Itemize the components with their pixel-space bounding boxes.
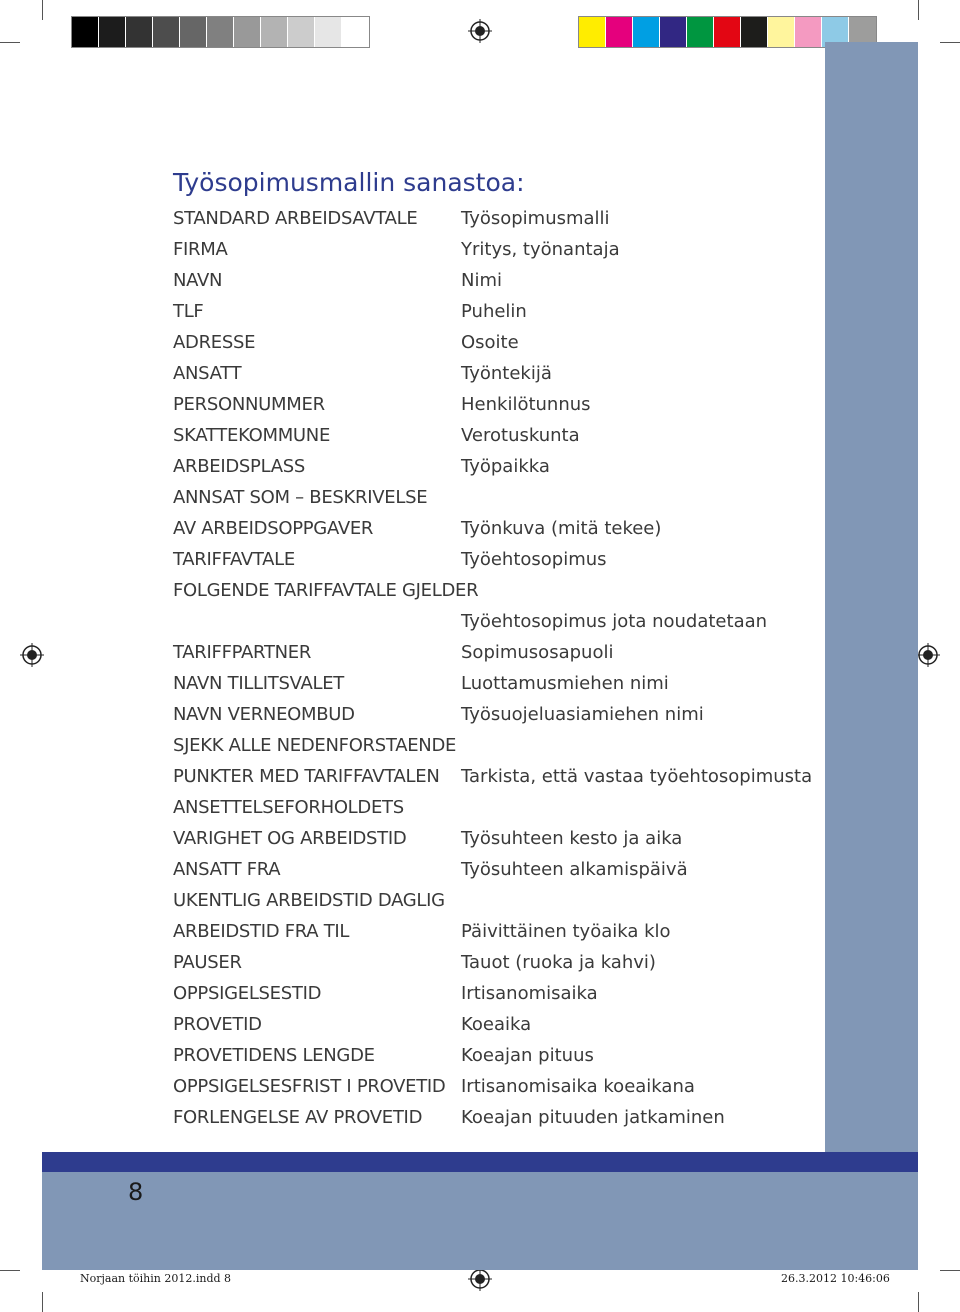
finnish-translation: Nimi (461, 270, 503, 291)
finnish-translation: Irtisanomisaika koeaikana (461, 1076, 695, 1097)
norwegian-term: SJEKK ALLE NEDENFORSTAENDE (173, 735, 457, 756)
norwegian-term: NAVN (173, 270, 223, 291)
finnish-translation: Työsuhteen kesto ja aika (461, 828, 683, 849)
crop-mark (918, 1292, 919, 1312)
vocabulary-row (173, 637, 823, 668)
page-title: Työsopimusmallin sanastoa: (173, 168, 525, 197)
vocabulary-row (173, 668, 823, 699)
color-swatch (768, 17, 795, 47)
finnish-translation: Työnkuva (mitä tekee) (461, 518, 662, 539)
vocabulary-row (173, 1009, 823, 1040)
norwegian-term: VARIGHET OG ARBEIDSTID (173, 828, 407, 849)
color-swatch (714, 17, 741, 47)
vocabulary-row (173, 296, 823, 327)
slug-date: 26.3.2012 10:46:06 (781, 1272, 890, 1285)
color-swatch (606, 17, 633, 47)
vocabulary-row (173, 1102, 823, 1133)
norwegian-term: PROVETIDENS LENGDE (173, 1045, 375, 1066)
vocabulary-row (173, 575, 823, 606)
registration-mark-icon (468, 1267, 492, 1291)
norwegian-term: ANSATT FRA (173, 859, 281, 880)
norwegian-term: NAVN TILLITSVALET (173, 673, 344, 694)
norwegian-term: FORLENGELSE AV PROVETID (173, 1107, 423, 1128)
vocabulary-row (173, 327, 823, 358)
norwegian-term: ANSETTELSEFORHOLDETS (173, 797, 404, 818)
finnish-translation: Puhelin (461, 301, 527, 322)
norwegian-term: PAUSER (173, 952, 242, 973)
vocabulary-row (173, 730, 823, 761)
norwegian-term: UKENTLIG ARBEIDSTID DAGLIG (173, 890, 445, 911)
vocabulary-row (173, 420, 823, 451)
norwegian-term: ANNSAT SOM – BESKRIVELSE (173, 487, 428, 508)
color-swatch (72, 17, 99, 47)
crop-mark (940, 1270, 960, 1271)
norwegian-term: TARIFFAVTALE (173, 549, 295, 570)
color-swatch (126, 17, 153, 47)
registration-mark-icon (468, 19, 492, 43)
vocabulary-row (173, 482, 823, 513)
finnish-translation: Henkilötunnus (461, 394, 591, 415)
norwegian-term: ARBEIDSPLASS (173, 456, 305, 477)
vocabulary-row (173, 389, 823, 420)
color-swatch (153, 17, 180, 47)
vocabulary-row (173, 234, 823, 265)
finnish-translation: Työsopimusmalli (461, 208, 610, 229)
registration-mark-icon (20, 643, 44, 667)
vocabulary-row (173, 978, 823, 1009)
color-swatch (660, 17, 687, 47)
crop-mark (42, 0, 43, 20)
registration-mark-icon (916, 643, 940, 667)
color-swatch (234, 17, 261, 47)
norwegian-term: PUNKTER MED TARIFFAVTALEN (173, 766, 440, 787)
norwegian-term: TARIFFPARTNER (173, 642, 312, 663)
finnish-translation: Koeaika (461, 1014, 532, 1035)
finnish-translation: Työehtosopimus jota noudatetaan (461, 611, 768, 632)
norwegian-term: TLF (173, 301, 204, 322)
norwegian-term: FOLGENDE TARIFFAVTALE GJELDER (173, 580, 479, 601)
finnish-translation: Osoite (461, 332, 519, 353)
finnish-translation: Työpaikka (461, 456, 550, 477)
color-swatch (180, 17, 207, 47)
vocabulary-row (173, 203, 823, 234)
vocabulary-row (173, 823, 823, 854)
vocabulary-row (173, 885, 823, 916)
color-swatch (579, 17, 606, 47)
finnish-translation: Yritys, työnantaja (461, 239, 620, 260)
vocabulary-row (173, 544, 823, 575)
color-swatch (315, 17, 342, 47)
vocabulary-row (173, 606, 823, 637)
finnish-translation: Työsuojeluasiamiehen nimi (461, 704, 704, 725)
norwegian-term: PROVETID (173, 1014, 262, 1035)
page-sidebar-band (825, 42, 918, 1152)
finnish-translation: Tarkista, että vastaa työehtosopimusta (461, 766, 813, 787)
vocabulary-row (173, 761, 823, 792)
crop-mark (0, 42, 20, 43)
footer-band-light (42, 1172, 918, 1270)
finnish-translation: Koeajan pituus (461, 1045, 594, 1066)
slug-file-name: Norjaan töihin 2012.indd 8 (80, 1272, 232, 1285)
crop-mark (940, 42, 960, 43)
norwegian-term: ARBEIDSTID FRA TIL (173, 921, 350, 942)
finnish-translation: Verotuskunta (461, 425, 580, 446)
norwegian-term: OPPSIGELSESFRIST I PROVETID (173, 1076, 446, 1097)
vocabulary-row (173, 1040, 823, 1071)
page-number: 8 (128, 1178, 144, 1206)
finnish-translation: Sopimusosapuoli (461, 642, 614, 663)
grayscale-swatch-bar (71, 16, 370, 48)
color-swatch (741, 17, 768, 47)
crop-mark (42, 1292, 43, 1312)
vocabulary-row (173, 265, 823, 296)
finnish-translation: Työehtosopimus (461, 549, 607, 570)
finnish-translation: Luottamusmiehen nimi (461, 673, 669, 694)
color-swatch (207, 17, 234, 47)
norwegian-term: ADRESSE (173, 332, 256, 353)
vocabulary-row (173, 947, 823, 978)
color-swatch (687, 17, 714, 47)
finnish-translation: Työntekijä (461, 363, 552, 384)
norwegian-term: FIRMA (173, 239, 228, 260)
norwegian-term: SKATTEKOMMUNE (173, 425, 331, 446)
norwegian-term: NAVN VERNEOMBUD (173, 704, 355, 725)
norwegian-term: OPPSIGELSESTID (173, 983, 322, 1004)
vocabulary-list (173, 203, 823, 1133)
color-swatch (261, 17, 288, 47)
vocabulary-row (173, 513, 823, 544)
color-swatch (633, 17, 660, 47)
color-swatch (288, 17, 315, 47)
vocabulary-row (173, 699, 823, 730)
color-swatch (342, 17, 369, 47)
vocabulary-row (173, 916, 823, 947)
norwegian-term: STANDARD ARBEIDSAVTALE (173, 208, 418, 229)
crop-mark (918, 0, 919, 20)
color-swatch (795, 17, 822, 47)
vocabulary-row (173, 358, 823, 389)
footer-band-dark (42, 1152, 918, 1172)
crop-mark (0, 1270, 20, 1271)
color-swatch (99, 17, 126, 47)
finnish-translation: Tauot (ruoka ja kahvi) (461, 952, 656, 973)
vocabulary-row (173, 854, 823, 885)
norwegian-term: AV ARBEIDSOPPGAVER (173, 518, 374, 539)
norwegian-term: ANSATT (173, 363, 242, 384)
finnish-translation: Koeajan pituuden jatkaminen (461, 1107, 725, 1128)
vocabulary-row (173, 792, 823, 823)
norwegian-term: PERSONNUMMER (173, 394, 325, 415)
finnish-translation: Työsuhteen alkamispäivä (461, 859, 688, 880)
vocabulary-row (173, 1071, 823, 1102)
finnish-translation: Päivittäinen työaika klo (461, 921, 671, 942)
vocabulary-row (173, 451, 823, 482)
finnish-translation: Irtisanomisaika (461, 983, 598, 1004)
